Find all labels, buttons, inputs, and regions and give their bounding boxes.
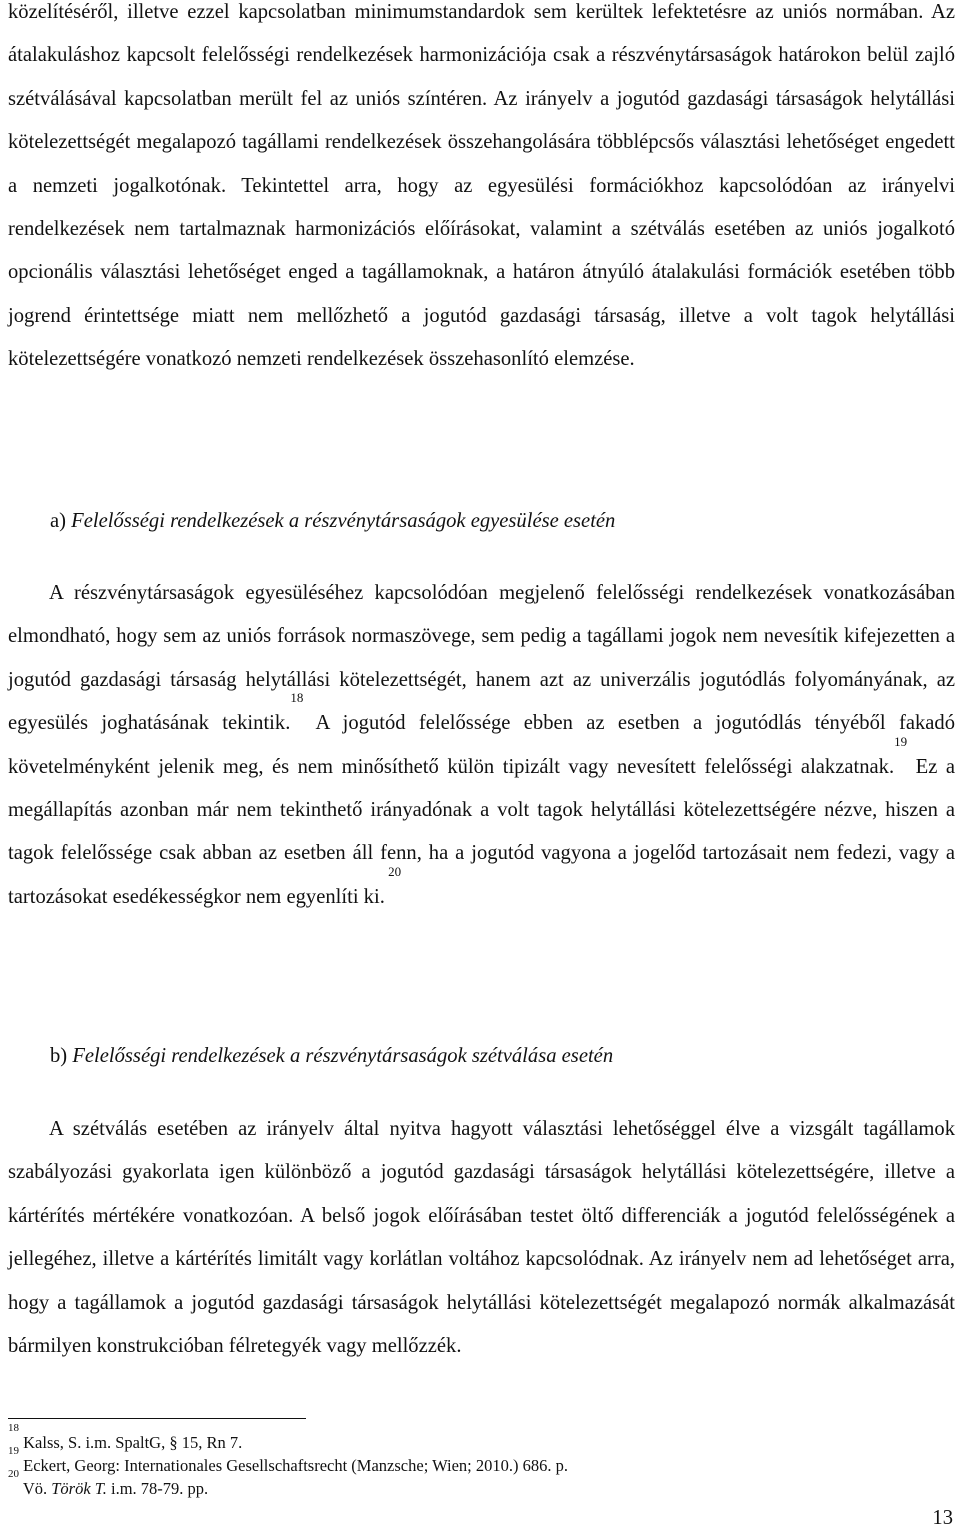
- footnotes: [8, 1422, 569, 1500]
- body-paragraph-2: [8, 572, 955, 919]
- heading-marker: b): [50, 1045, 68, 1067]
- footnote-ref-18[interactable]: 18: [290, 690, 304, 706]
- paragraph-text: Ez a megállapítás azonban már nem tekinthető irányadónak a volt tagok helytállási kötelezettségére nézve, hiszen a tagok felelőssége csak abban az esetben áll fenn, ha a jogutód vagyona a jogelőd tartozásait nem fedezi, vagy a tartozásokat esedékességkor nem egyenlíti ki.: [8, 755, 955, 908]
- footnote-author: Török T.: [51, 1479, 107, 1498]
- footnote-18: [8, 1422, 568, 1454]
- footnote-text: Vö.: [22, 1479, 52, 1498]
- body-paragraph-1: [8, 0, 955, 382]
- heading-title: Felelősségi rendelkezések a részvénytársaságok szétválása esetén: [72, 1045, 614, 1067]
- page-number: 13: [932, 1507, 953, 1529]
- paragraph-text: közelítéséről, illetve ezzel kapcsolatban minimumstandardok sem kerültek lefektetésre az uniós normában. Az átalakuláshoz kapcsolt felelősségi rendelkezések harmonizációja csak a részvénytársaságok határokon belül zajló szétválásával kapcsolatban merült fel az uniós színtéren. Az irányelv a jogutód gazdasági társaságok helytállási kötelezettségét megalapozó tagállami rendelkezések összehangolására többlépcsős választási lehetőséget engedett a nemzeti jogalkotónak. Tekintettel arra, hogy az egyesülési formációkhoz kapcsolódóan az irányelvi rendelkezések nem tartalmaznak harmonizációs előírásokat, valamint a szétválás esetében az uniós jogalkotó opcionális választási lehetőséget enged a tagállamoknak, a határon átnyúló átalakulási formációk esetében több jogrend érintettsége miatt nem mellőzhető a jogutód gazdasági társaság, illetve a volt tagok helytállási kötelezettségére vonatkozó nemzeti rendelkezések összehasonlító elemzése.: [8, 1, 955, 371]
- footnote-number: 20: [8, 1468, 19, 1480]
- footnote-text: i.m. 78-79. pp.: [106, 1479, 209, 1498]
- heading-title: Felelősségi rendelkezések a részvénytársaságok egyesülése esetén: [71, 510, 616, 532]
- footnote-20: [8, 1468, 568, 1500]
- footnote-separator: [8, 1418, 306, 1419]
- footnote-text: Eckert, Georg: Internationales Gesellschaftsrecht (Manzsche; Wien; 2010.) 686. p.: [23, 1456, 569, 1475]
- section-heading-a: [50, 508, 615, 534]
- paragraph-text: A szétválás esetében az irányelv által nyitva hagyott választási lehetőséggel élve a vizsgált tagállamok szabályozási gyakorlata igen különböző a jogutód gazdasági társaságok helytállási kötelezettségére, illetve a kártérítés mértékére vonatkozóan. A belső jogok előírásában testet öltő differenciák a jogutód felelősségének a jellegéhez, illetve a kártérítés limitált vagy korlátlan voltához kapcsolódnak. Az irányelv nem ad lehetőséget arra, hogy a tagállamok a jogutód gazdasági társaságok helytállási kötelezettségét megalapozó normák alkalmazását bármilyen konstrukcióban félretegyék vagy mellőzzék.: [8, 1118, 955, 1358]
- footnote-number: 18: [8, 1422, 19, 1434]
- footnote-ref-20[interactable]: 20: [384, 863, 402, 879]
- footnote-number: 19: [8, 1445, 19, 1457]
- body-paragraph-3: [8, 1108, 955, 1368]
- heading-marker: a): [50, 510, 66, 532]
- footnote-text: Kalss, S. i.m. SpaltG, § 15, Rn 7.: [23, 1433, 243, 1452]
- paragraph-text: A jogutód felelőssége ebben az esetben a jogutódlás tényéből fakadó követelményként jelenik meg, és nem minősíthető külön tipizált vagy nevesített felelősségi alakzatnak.: [8, 712, 955, 778]
- footnote-19: [8, 1445, 569, 1477]
- footnote-ref-19[interactable]: 19: [894, 733, 908, 749]
- section-heading-b: [50, 1043, 613, 1069]
- paragraph-text: A részvénytársaságok egyesüléséhez kapcsolódóan megjelenő felelősségi rendelkezések vonatkozásában elmondható, hogy sem az uniós források normaszövege, sem pedig a tagállami jogok nem nevesítik kifejezetten a jogutód gazdasági társaság helytállási kötelezettségét, hanem azt az univerzális jogutódlás folyományának, az egyesülés joghatásának tekintik.: [8, 582, 955, 735]
